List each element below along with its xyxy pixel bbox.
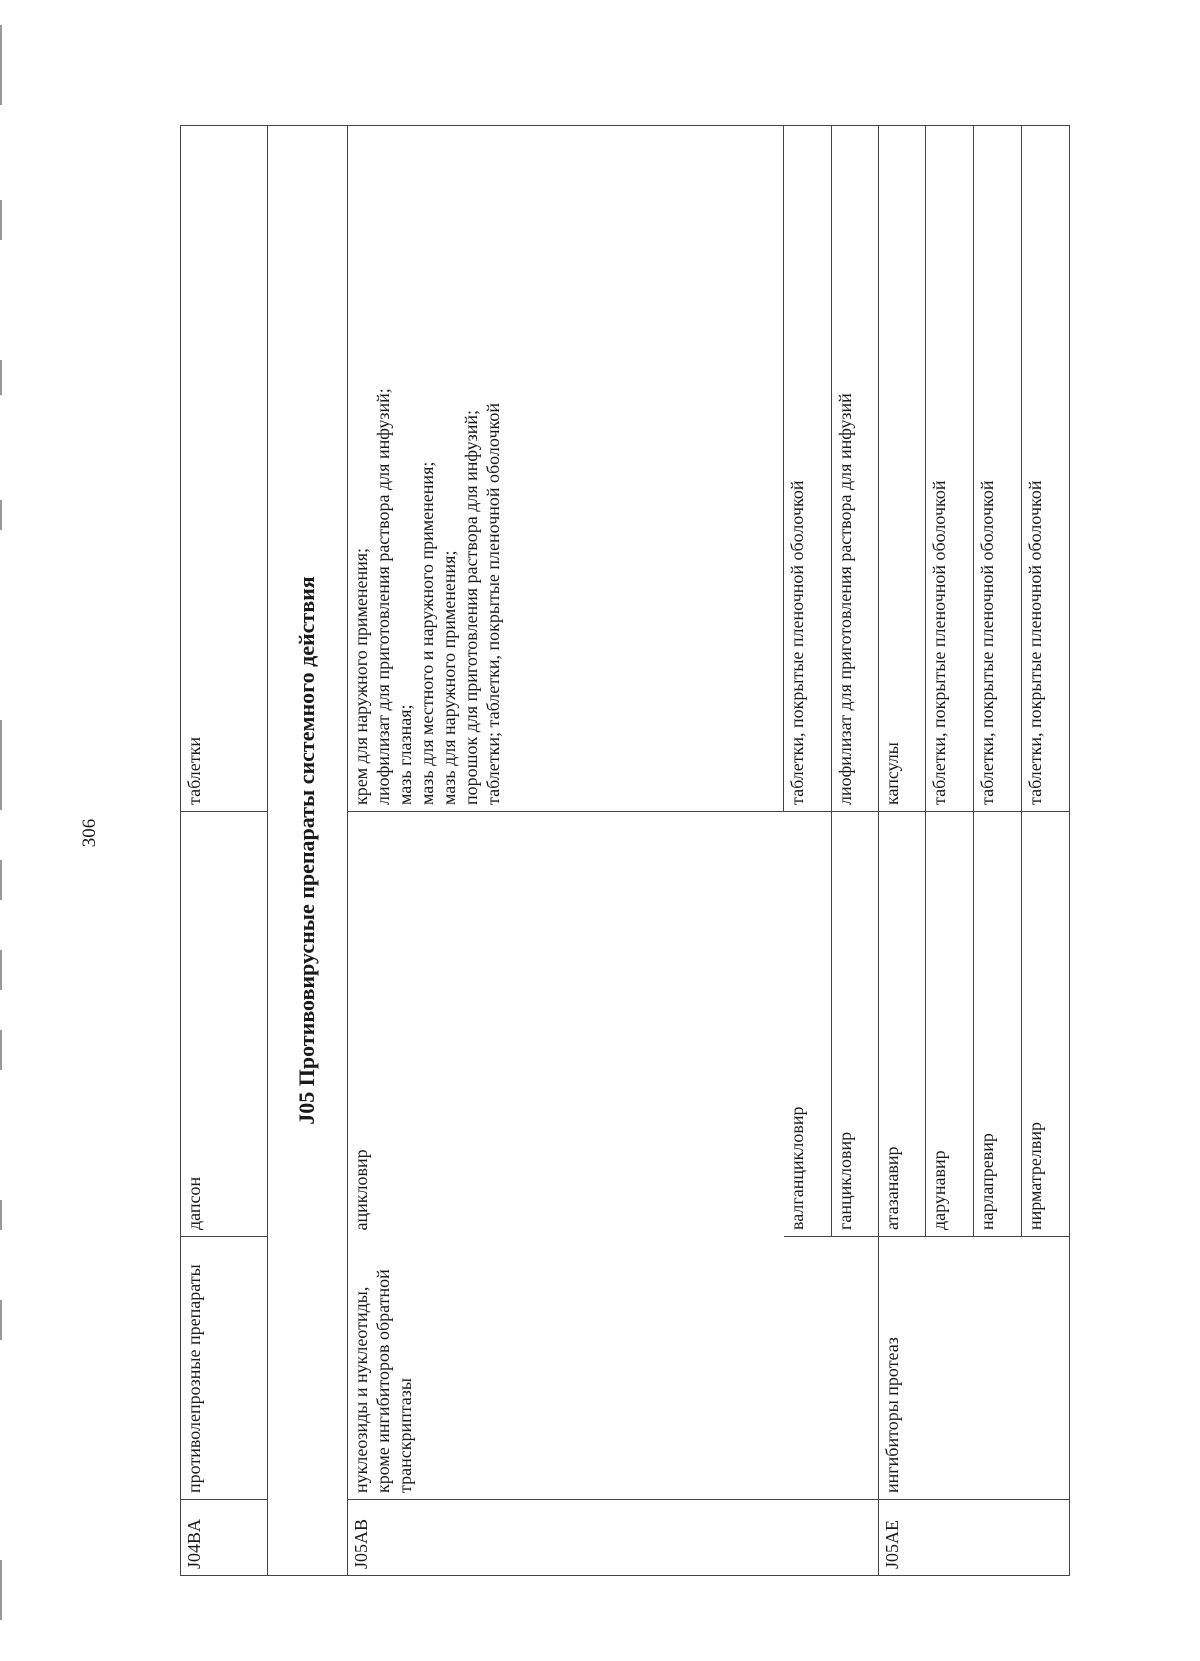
- dosage-form: таблетки, покрытые пленочной оболочкой: [973, 126, 1021, 812]
- dosage-form: таблетки, покрытые пленочной оболочкой: [925, 126, 973, 812]
- atc-code: J05AE: [878, 1500, 925, 1576]
- table-row-nirmatrelvir: [1021, 126, 1069, 1576]
- drug-name: дапсон: [181, 812, 268, 1237]
- dosage-form: таблетки: [181, 126, 268, 812]
- dosage-form: мазь для местного и наружного применения;: [417, 461, 438, 805]
- drug-name: ганцикловир: [831, 812, 878, 1237]
- pharmacological-group: ингибиторы протеаз: [878, 1237, 925, 1500]
- dosage-form: капсулы: [878, 126, 925, 812]
- dosage-form: лиофилизат для приготовления раствора для инфузий: [831, 126, 878, 812]
- dosage-form: лиофилизат для приготовления раствора для инфузий;: [373, 388, 394, 805]
- dosage-form: порошок для приготовления раствора для инфузий;: [461, 409, 482, 805]
- dosage-form: таблетки, покрытые пленочной оболочкой: [1021, 126, 1069, 812]
- table-row-j04ba: [181, 126, 268, 1576]
- table-row-darunavir: [925, 126, 973, 1576]
- section-title: J05 Противовирусные препараты системного действия: [267, 126, 348, 1576]
- page-number: 306: [79, 818, 100, 848]
- table-row-valganciclovir: [784, 126, 831, 1576]
- atc-code: J04BA: [181, 1500, 268, 1576]
- table-row-ganciclovir: [831, 126, 878, 1576]
- drug-table: [180, 125, 1070, 1576]
- pharmacological-group: противолепрозные препараты: [181, 1237, 268, 1500]
- table-row-narlaprevir: [973, 126, 1021, 1576]
- dosage-form: таблетки; таблетки, покрытые пленочной оболочкой: [483, 403, 504, 805]
- scan-edge-marks: [0, 0, 3, 1661]
- dosage-form-list: [348, 126, 784, 812]
- drug-name: нирматрелвир: [1021, 812, 1069, 1237]
- section-row: [267, 126, 348, 1576]
- dosage-form: мазь глазная;: [395, 704, 416, 805]
- table-row-atazanavir: [878, 126, 925, 1576]
- drug-name: ацикловир: [348, 812, 784, 1237]
- dosage-form: мазь для наружного применения;: [439, 550, 460, 805]
- drug-name: дарунавир: [925, 812, 973, 1237]
- rotated-table-wrapper: [180, 126, 1070, 1576]
- dosage-form: крем для наружного применения;: [351, 547, 372, 805]
- drug-name: нарлапревир: [973, 812, 1021, 1237]
- drug-name: атазанавир: [878, 812, 925, 1237]
- table-row-acyclovir: [348, 126, 784, 1576]
- dosage-form: таблетки, покрытые пленочной оболочкой: [784, 126, 831, 812]
- pharmacological-group: нуклеозиды и нуклеотиды, кроме ингибиторов обратной транскриптазы: [348, 1237, 784, 1500]
- drug-name: валганцикловир: [784, 812, 831, 1237]
- atc-code: J05AB: [348, 1500, 784, 1576]
